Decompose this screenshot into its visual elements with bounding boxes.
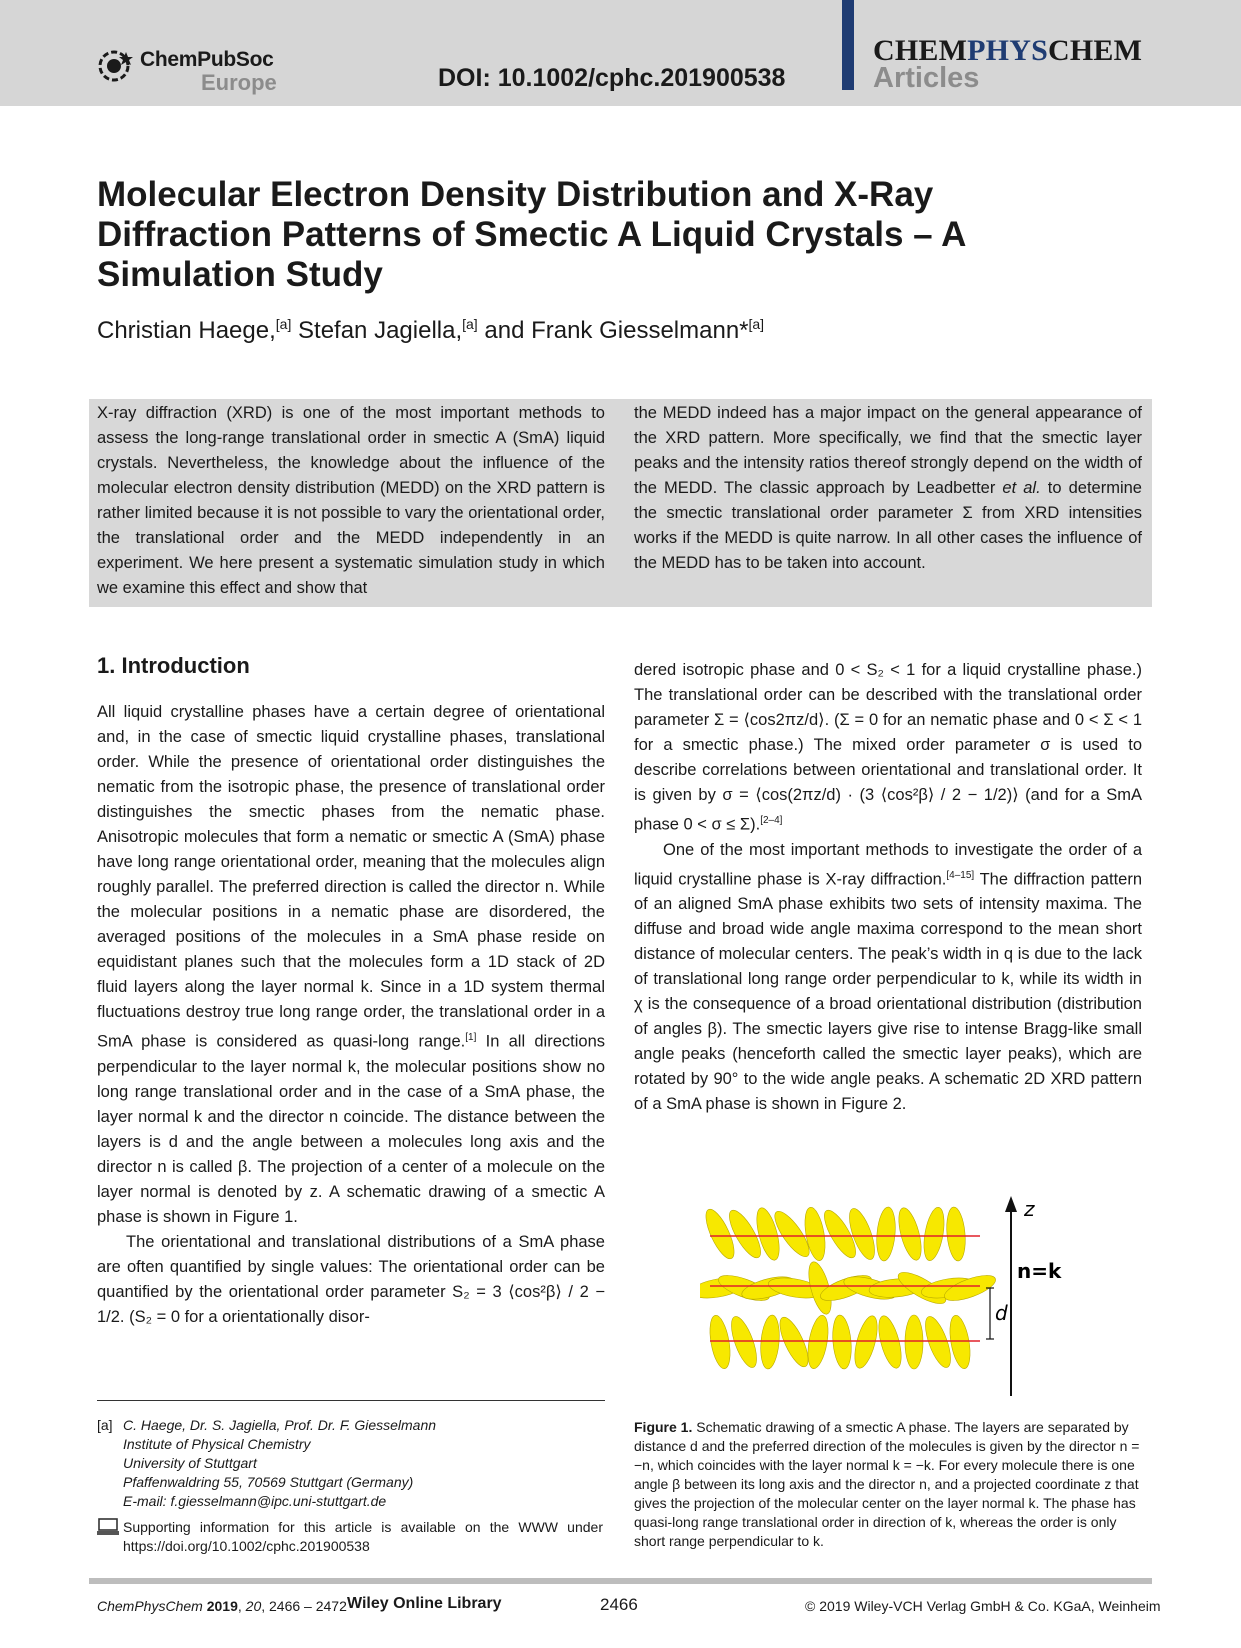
paragraph-text: dered isotropic phase and 0 < S₂ < 1 for a liquid crystalline phase.) The translational order can be described with the translational order parameter Σ = ⟨cos2πz/d⟩. (Σ = 0 for an nematic phase and 0 < Σ < 1 for a smectic phase.) The mixed order parameter σ is used to describe correlations between orientational and translational order. It is given by σ = ⟨cos(2πz/d) · (3 ⟨cos²β⟩ / 2 − 1/2)⟩ (and for a SmA phase 0 < σ ≤ Σ). — [634, 661, 1142, 834]
molecule-ellipse — [774, 1314, 813, 1371]
abstract-etal: et al. — [1002, 479, 1041, 497]
figure-1-smectic-schematic — [700, 1196, 1100, 1396]
director-label: n=k — [1017, 1259, 1062, 1283]
caption-label: Figure 1. — [634, 1419, 693, 1435]
section-heading-introduction: 1. Introduction — [97, 653, 250, 678]
supporting-info-link[interactable]: Supporting information for this article is available on the WWW under https://doi.org/10.1002/cphc.201900538 — [123, 1519, 603, 1554]
author-name[interactable]: and Frank Giesselmann* — [477, 317, 749, 344]
star-ring-icon — [96, 46, 136, 86]
layer-spacing-label: d — [995, 1301, 1008, 1325]
footer-pages: , 2466 – 2472 — [261, 1598, 347, 1614]
abstract-right-column — [634, 401, 1142, 576]
paragraph: The orientational and translational distributions of a SmA phase are often quantified by single values: The orientational order can be quantified by the orientational order parameter S₂ = 3 ⟨cos²β⟩ / 2 − 1/2. (S₂ = 0 for a orientationally disor- — [97, 1232, 605, 1326]
footer-journal: ChemPhysChem — [97, 1598, 203, 1614]
journal-name-part2: PHYS — [967, 34, 1048, 67]
email-link[interactable]: E-mail: f.giesselmann@ipc.uni-stuttgart.de — [123, 1493, 387, 1509]
molecule-ellipse — [920, 1206, 947, 1262]
paragraph — [634, 658, 1142, 838]
footnote-line: University of Stuttgart — [123, 1455, 257, 1471]
logo-main-text: ChemPubSoc — [140, 48, 274, 71]
molecule-ellipse — [874, 1314, 905, 1371]
paragraph-text: All liquid crystalline phases have a certain degree of orientational and, in the case of smectic liquid crystalline phases, translational order. While the presence of orientational order distinguishes the nematic from the isotropic phase, the presence of translational order distinguishes the smectic phases from the nematic phase. Anisotropic molecules that form a nematic or smectic A (SmA) phase have long range orientational order, meaning that the molecules align roughly parallel. The preferred direction is called the director n. While the molecular positions in a nematic phase are disordered, the averaged positions of the molecules in a SmA phase reside on equidistant planes such that the molecules form a 1D stack of 2D fluid layers along the layer normal k. Since in a 1D system thermal fluctuations destroy true long range order, the translational order in a SmA phase is considered as quasi-long range. — [97, 703, 605, 1051]
paragraph-text: In all directions perpendicular to the layer normal k, the molecular positions show no long range translational order and in the case of a SmA phase, the layer normal k and the director n coincide. The distance between the layers is d and the angle between a molecules long axis and the director n is called β. The projection of a center of a molecule on the layer normal is denoted by z. A schematic drawing of a smectic A phase is shown in Figure 1. — [97, 1032, 605, 1226]
doi-link[interactable]: DOI: 10.1002/cphc.201900538 — [438, 64, 786, 92]
body-column-left — [97, 700, 605, 1330]
journal-header — [0, 0, 1241, 106]
molecule-ellipse — [920, 1314, 955, 1371]
copyright-notice: © 2019 Wiley-VCH Verlag GmbH & Co. KGaA, Weinheim — [805, 1598, 1161, 1614]
footnote-divider — [97, 1400, 605, 1401]
abstract-text: the MEDD indeed has a major impact on the general appearance of the XRD pattern. More specifically, we find that the smectic layer peaks and the intensity ratios thereof strongly depend on the width of the MEDD. The classic approach by Leadbetter — [634, 404, 1142, 497]
paragraph-text: One of the most important methods to investigate the order of a liquid crystalline phase is X-ray diffraction. — [634, 840, 1142, 888]
journal-name-part3: CHEM — [1047, 34, 1143, 67]
citation-ref[interactable]: [4–15] — [946, 869, 975, 881]
molecule-ellipse — [875, 1206, 898, 1261]
molecule-ellipse — [905, 1315, 923, 1369]
abstract-box — [89, 399, 1152, 607]
axis-label-z: z — [1024, 1197, 1035, 1221]
molecule-group — [700, 1206, 998, 1371]
author-list — [97, 316, 764, 345]
footnote-line: C. Haege, Dr. S. Jagiella, Prof. Dr. F. Giesselmann — [123, 1417, 437, 1433]
abstract-left-column: X-ray diffraction (XRD) is one of the most important methods to assess the long-range translational order in smectic A (SmA) liquid crystals. Nevertheless, the knowledge about the influence of the molecular electron density distribution (MEDD) on the XRD pattern is rather limited because it is not possible to vary the orientational order, the translational order and the MEDD independently in an experiment. We here present a systematic simulation study in which we examine this effect and show that — [97, 404, 605, 597]
logo-sub-text: Europe — [201, 70, 277, 95]
caption-text: Schematic drawing of a smectic A phase. The layers are separated by distance d and the preferred direction of the molecules is given by the director n = −n, which coincides with the layer normal k = −k. For every molecule there is one angle β between its long axis and the director n, and a projected coordinate z that gives the projection of the molecular center on the layer normal k. The phase has quasi-long range translational order in direction of k, whereas the order is only short range perpendicular to k. — [634, 1419, 1140, 1549]
author-affiliation: [a] — [748, 316, 765, 332]
footer-rule — [89, 1578, 1152, 1584]
journal-accent-bar — [842, 0, 854, 90]
molecule-ellipse — [759, 1314, 782, 1369]
paragraph-text: The diffraction pattern of an aligned SmA phase exhibits two sets of intensity maxima. The diffuse and broad wide angle maxima correspond to the mean short distance of molecular centers. The peak’s width in q is due to the lack of translational long range order perpendicular to k, while its width in χ is the consequence of a broad orientational distribution (distribution of angles β). The smectic layers give rise to intense Bragg-like small angle peaks (henceforth called the smectic layer peaks), which are rotated by 90° to the wide angle peaks. A schematic 2D XRD pattern of a SmA phase is shown in Figure 2. — [634, 870, 1142, 1113]
paragraph — [97, 700, 605, 1230]
chempubsoc-logo[interactable] — [96, 44, 276, 96]
molecule-ellipse — [894, 1206, 925, 1263]
paragraph — [634, 838, 1142, 1118]
molecule-ellipse — [831, 1314, 854, 1369]
molecule-ellipse — [850, 1314, 881, 1371]
author-name[interactable]: Christian Haege, — [97, 317, 276, 344]
page-number: 2466 — [600, 1595, 638, 1614]
footnote-line: Institute of Physical Chemistry — [123, 1436, 311, 1452]
body-column-right — [634, 658, 1142, 1117]
citation-footer: ChemPhysChem 2019, 20, 2466 – 2472 — [97, 1598, 347, 1614]
molecule-ellipse — [726, 1314, 761, 1371]
molecule-ellipse — [945, 1206, 968, 1261]
footnote-label: [a] — [97, 1417, 113, 1433]
footnote-line: Pfaffenwaldring 55, 70569 Stuttgart (Germany) — [123, 1474, 414, 1490]
section-label: Articles — [873, 62, 980, 94]
axis-arrowhead-icon — [1005, 1196, 1017, 1212]
citation-ref[interactable]: [2–4] — [760, 815, 783, 826]
journal-name-part1: CHEM — [873, 34, 968, 67]
molecule-ellipse — [804, 1314, 831, 1370]
footnote-body — [123, 1416, 603, 1511]
footer-volume: 20 — [245, 1598, 262, 1614]
molecule-ellipse — [706, 1314, 733, 1370]
author-affiliation: [a] — [275, 316, 292, 332]
abstract-text: to determine the smectic translational order parameter Σ from XRD intensities works if the MEDD is quite narrow. In all other cases the influence of the MEDD has to be taken into account. — [634, 479, 1142, 572]
footer-year: 2019 — [206, 1598, 238, 1614]
article-title: Molecular Electron Density Distribution and X-Ray Diffraction Patterns of Smectic A Liquid Crystals – A Simulation Study — [97, 175, 966, 294]
computer-icon — [97, 1518, 119, 1536]
citation-ref[interactable]: [1] — [465, 1032, 477, 1043]
author-affiliation: [a] — [462, 316, 478, 332]
author-name[interactable]: Stefan Jagiella, — [291, 317, 463, 344]
figure-1-caption — [634, 1418, 1144, 1551]
wiley-online-library-link[interactable]: Wiley Online Library — [347, 1595, 502, 1612]
